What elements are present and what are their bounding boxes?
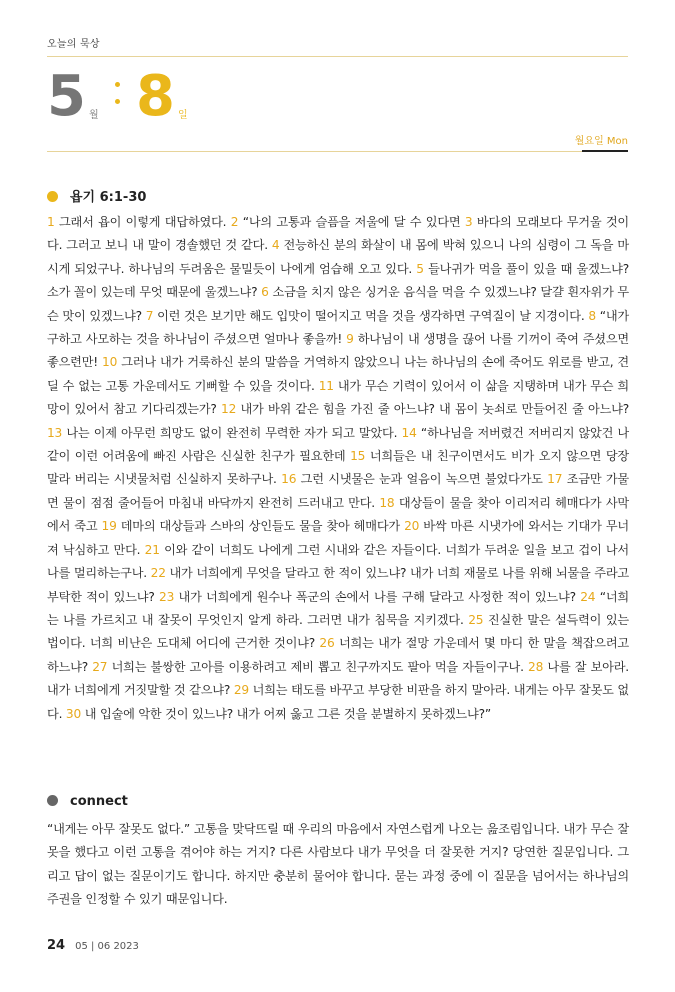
verse-number: 9 (346, 332, 354, 347)
month-unit: 월 (89, 110, 99, 121)
verse-number: 4 (271, 238, 280, 253)
verse-text: 내가 바위 같은 힘을 가진 줄 아느냐? 내 몸이 놋쇠로 만들어진 줄 아느냐? (236, 402, 629, 417)
verse-text: 그래서 욥이 이렇게 대답하였다. (54, 215, 231, 229)
day-number: 8 (136, 64, 175, 129)
verse-number: 30 (65, 706, 82, 721)
verse-text: 내가 너희에게 무엇을 달라고 한 적이 있느냐? 내가 너희 재물로 나를 위해 뇌물을 주라고 부탁한 적이 있느냐? (47, 566, 629, 604)
verse-number: 13 (47, 425, 63, 440)
verse-text: “너희는 나를 가르치고 내 잘못이 무엇인지 알게 하라. 그러면 내가 침묵을 지키겠다. (47, 589, 629, 627)
verse-number: 20 (404, 519, 420, 534)
verse-number: 18 (379, 495, 395, 510)
page-number: 24 (47, 938, 66, 953)
verse-text: 이런 것은 보기만 해도 입맛이 떨어지고 먹을 것을 생각하면 구역질이 날 지경이다. (153, 308, 589, 323)
month-number: 5 (47, 64, 86, 129)
verse-text: 데마의 대상들과 스바의 상인들도 물을 찾아 헤매다가 (116, 519, 405, 534)
page-footer (47, 938, 139, 953)
verse-text: “내가 구하고 사모하는 것을 하나님이 주셨으면 얼마나 좋을까! (47, 308, 629, 347)
verse-number: 21 (144, 542, 160, 557)
verse-number: 7 (145, 308, 154, 323)
verse-text: 내가 무슨 기력이 있어서 이 삶을 지탱하며 내가 무슨 희망이 있어서 참고 기다리겠는가? (47, 378, 630, 417)
verse-text: 그러나 내가 거룩하신 분의 말씀을 거역하지 않았으니 나는 하나님의 손에 죽어도 위로를 받고, 견딜 수 없는 고통 가운데서도 기뻐할 수 있을 것이다. (47, 355, 629, 393)
weekday-label: 월요일 Mon (574, 136, 628, 147)
section-label: 오늘의 묵상 (47, 39, 100, 50)
verse-text: 너희는 내가 절망 가운데서 몇 마디 한 말을 책잡으려고 하느냐? (47, 636, 629, 674)
verse-number: 12 (221, 402, 237, 417)
verse-text: 하나님이 내 생명을 끊어 나를 기꺼이 죽여 주셨으면 좋으련만! (47, 332, 629, 370)
header-divider-accent (582, 150, 628, 152)
header-divider (47, 151, 628, 152)
passage-text (47, 211, 629, 726)
verse-text: 조금만 가물면 물이 점점 줄어들어 마침내 바닥까지 완전히 드러내고 만다. (47, 472, 629, 510)
verse-text: 내 입술에 악한 것이 있느냐? 내가 어찌 옳고 그른 것을 분별하지 못하겠느냐?” (81, 706, 491, 721)
verse-number: 28 (528, 659, 544, 674)
verse-number: 24 (580, 589, 596, 604)
verse-text: 바싹 마른 시냇가에 와서는 기대가 무너져 낙심하고 만다. (47, 519, 630, 557)
bullet-dot-icon (47, 191, 58, 202)
verse-text: 진실한 말은 설득력이 있는 법이다. 너희 비난은 도대체 어디에 근거한 것이냐? (47, 612, 629, 651)
verse-text: “나의 고통과 슬픔을 저울에 달 수 있다면 (238, 215, 465, 229)
verse-text: 바다의 모래보다 무거울 것이다. 그러고 보니 내 말이 경솔했던 것 같다. (47, 215, 629, 253)
verse-number: 25 (468, 612, 484, 627)
verse-text: 그런 시냇물은 눈과 얼음이 녹으면 불었다가도 (296, 472, 548, 487)
top-divider (47, 56, 628, 57)
verse-number: 15 (350, 449, 366, 464)
passage-reference: 욥기 6:1-30 (70, 190, 147, 205)
verse-text: 내가 너희에게 원수나 폭군의 손에서 나를 구해 달라고 사정한 적이 있느냐? (174, 589, 581, 604)
verse-number: 27 (92, 659, 108, 674)
verse-number: 14 (401, 425, 417, 440)
verse-number: 5 (416, 261, 424, 276)
verse-text: 너희들은 내 친구이면서도 비가 오지 않으면 당장 말라 버리는 시냇물처럼 신실하지 못하구나. (47, 449, 629, 487)
connect-title: connect (70, 794, 128, 809)
verse-text: 이와 같이 너희도 나에게 그런 시내와 같은 자들이다. 너희가 두려운 일을 보고 겁이 나서 나를 멀리하는구나. (47, 542, 629, 581)
day-unit: 일 (178, 110, 188, 121)
verse-text: “하나님을 저버렸건 저버리지 않았건 나같이 이런 어려움에 빠진 사람은 신실한 친구가 필요한데 (47, 425, 629, 464)
issue-date: 05 | 06 2023 (75, 941, 139, 952)
verse-number: 8 (588, 308, 596, 323)
bullet-dot-icon (47, 795, 58, 806)
connect-text: “내게는 아무 잘못도 없다.” 고통을 맞닥뜨릴 때 우리의 마음에서 자연스럽게 나오는 읊조림입니다. 내가 무슨 잘못을 했다고 이런 고통을 겪어야 하는 거지? 다른 사람보다 내가 무엇을 더 잘못한 거지? 당연한 질문입니다. 그리고 답이 없는 질문이기도 합니다. 하지만 충분히 물어야 합니다. 묻는 과정 중에 이 질문을 넘어서는 하나님의 주권을 인정할 수 있기 때문입니다. (47, 822, 629, 907)
verse-text: 나는 이제 아무런 희망도 없이 완전히 무력한 자가 되고 말았다. (62, 425, 402, 440)
passage-heading (47, 186, 146, 205)
verse-number: 3 (464, 215, 473, 229)
verse-number: 10 (102, 355, 118, 370)
verse-text: 나를 잘 보아라. 내가 너희에게 거짓말할 것 같으냐? (47, 659, 629, 698)
verse-number: 2 (230, 215, 239, 229)
verse-text: 들나귀가 먹을 풀이 있을 때 울겠느냐? 소가 꼴이 있는데 무엇 때문에 울겠느냐? (47, 261, 629, 300)
verse-number: 22 (150, 566, 166, 581)
colon-icon (115, 82, 121, 116)
verse-text: 소금을 치지 않은 싱거운 음식을 먹을 수 있겠느냐? 달걀 흰자위가 무슨 맛이 있겠느냐? (47, 285, 629, 323)
connect-heading (47, 794, 128, 809)
verse-number: 16 (281, 472, 297, 487)
verse-number: 26 (319, 636, 335, 651)
verse-text: 전능하신 분의 화살이 내 몸에 박혀 있으니 나의 심령이 그 독을 마시게 되었구나. 하나님의 두려움은 물밀듯이 나에게 엄습해 오고 있다. (47, 238, 629, 276)
verse-number: 19 (101, 519, 117, 534)
verse-number: 1 (47, 215, 55, 229)
verse-number: 11 (318, 378, 334, 393)
verse-text: 대상들이 물을 찾아 이리저리 헤매다가 사막에서 죽고 (47, 495, 629, 534)
verse-number: 23 (159, 589, 175, 604)
verse-number: 6 (261, 285, 269, 300)
verse-text: 너희는 태도를 바꾸고 부당한 비판을 하지 말아라. 내게는 아무 잘못도 없다. (47, 683, 629, 721)
verse-text: 너희는 불쌍한 고아를 이용하려고 제비 뽑고 친구까지도 팔아 먹을 자들이구나. (107, 659, 529, 674)
verse-number: 17 (547, 472, 563, 487)
verse-number: 29 (233, 683, 249, 698)
